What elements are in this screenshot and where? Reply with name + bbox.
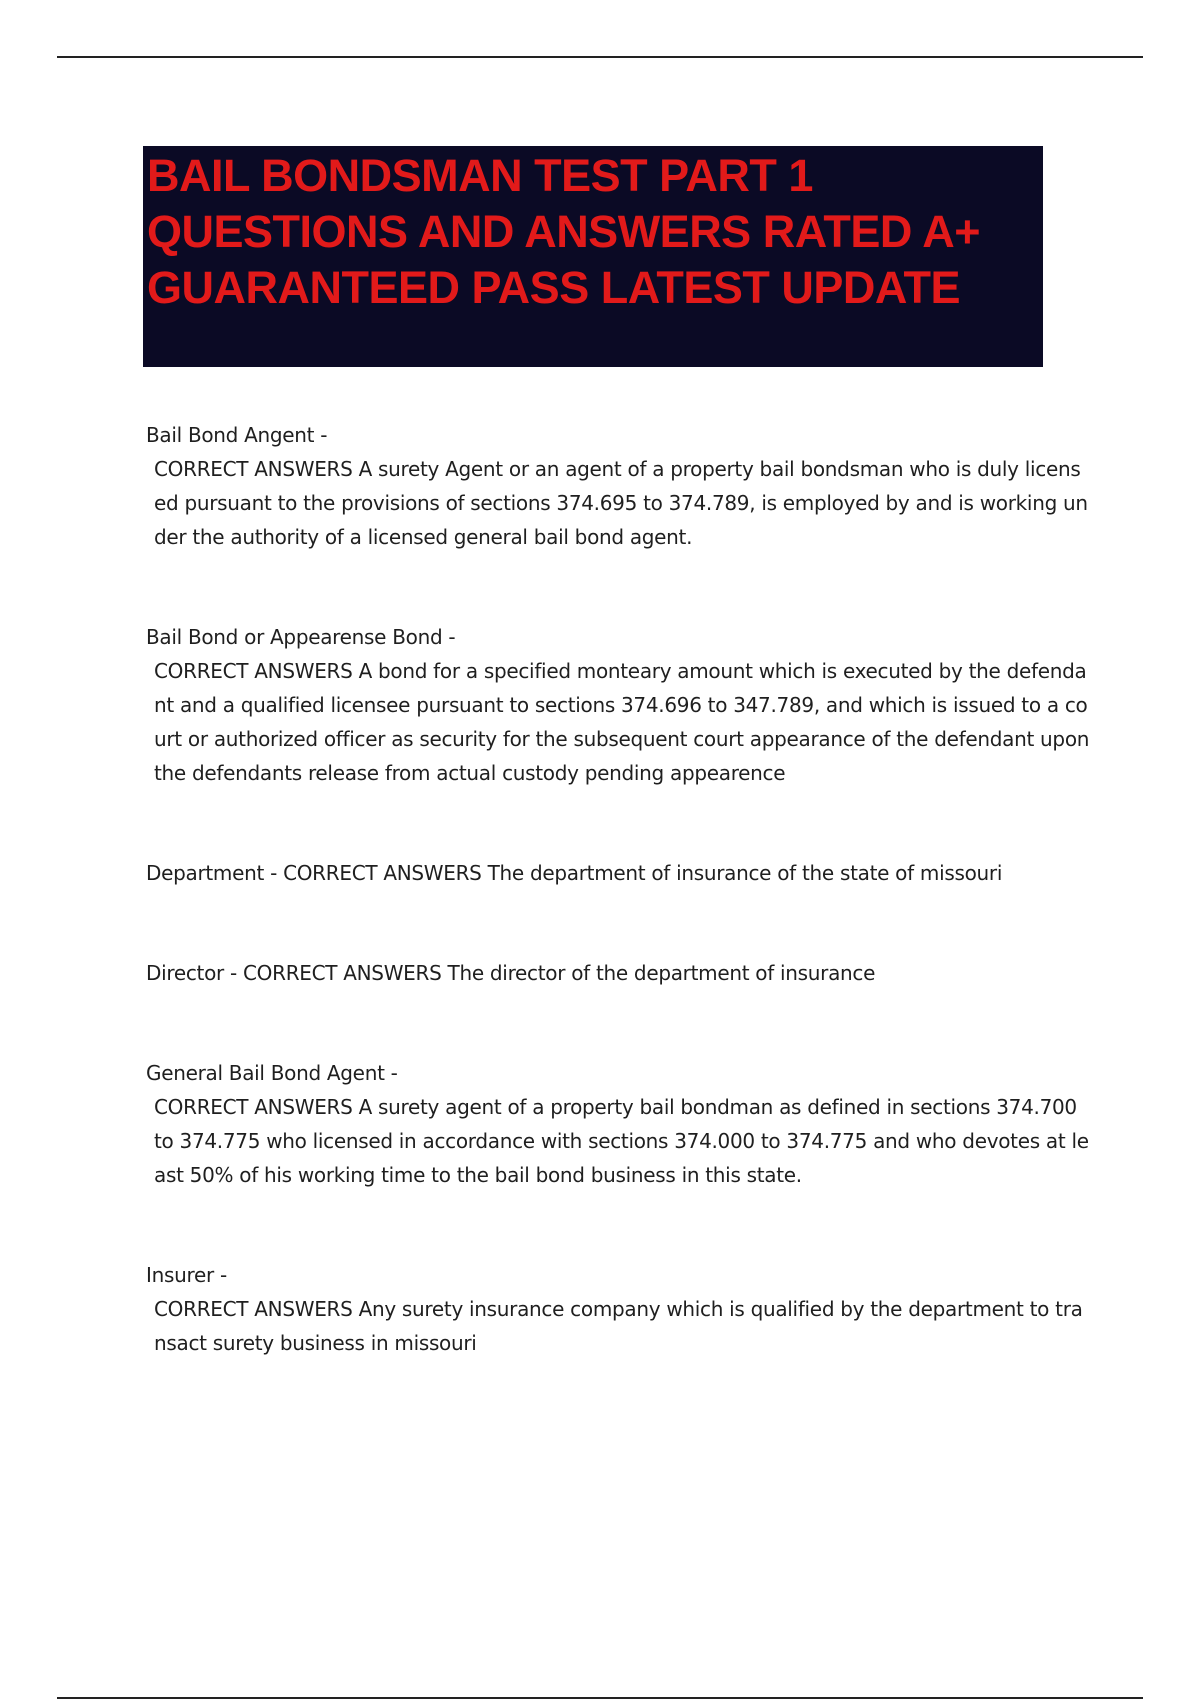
entry-department <box>146 856 1090 890</box>
entry-insurer <box>146 1258 1090 1360</box>
entry-general-bail-bond-agent <box>146 1056 1090 1192</box>
entry-answer: CORRECT ANSWERS Any surety insurance company which is qualified by the department to transact surety business in missouri <box>154 1297 1083 1355</box>
entry-term: Director - <box>146 961 243 985</box>
entry-term: General Bail Bond Agent - <box>146 1061 398 1085</box>
top-rule <box>57 56 1143 58</box>
entry-answer: CORRECT ANSWERS The director of the department of insurance <box>242 961 876 985</box>
entry-bail-bond-or-appearance-bond <box>146 620 1090 790</box>
entry-bail-bond-agent <box>146 418 1090 554</box>
entry-director <box>146 956 1090 990</box>
entry-answer: CORRECT ANSWERS A surety agent of a property bail bondman as defined in sections 374.700 to 374.775 who licensed in accordance with sections 374.000 to 374.775 and who devotes at least 50% of his working time to the bail bond business in this state. <box>154 1095 1089 1187</box>
entry-answer: CORRECT ANSWERS The department of insurance of the state of missouri <box>283 861 1003 885</box>
document-title: BAIL BONDSMAN TEST PART 1 QUESTIONS AND ANSWERS RATED A+ GUARANTEED PASS LATEST UPDATE <box>147 150 980 313</box>
entry-term: Insurer - <box>146 1263 227 1287</box>
entry-term: Bail Bond or Appearense Bond - <box>146 625 456 649</box>
entry-term: Bail Bond Angent - <box>146 423 328 447</box>
title-banner <box>143 146 1043 367</box>
entry-term: Department - <box>146 861 284 885</box>
entry-answer: CORRECT ANSWERS A surety Agent or an agent of a property bail bondsman who is duly licensed pursuant to the provisions of sections 374.695 to 374.789, is employed by and is working under the authority of a licensed general bail bond agent. <box>154 457 1088 549</box>
entry-answer: CORRECT ANSWERS A bond for a specified monteary amount which is executed by the defendant and a qualified licensee pursuant to sections 374.696 to 347.789, and which is issued to a court or authorized officer as security for the subsequent court appearance of the defendant upon the defendants release from actual custody pending appearence <box>154 659 1090 785</box>
entry-list <box>146 418 1090 1426</box>
bottom-rule <box>57 1697 1143 1699</box>
